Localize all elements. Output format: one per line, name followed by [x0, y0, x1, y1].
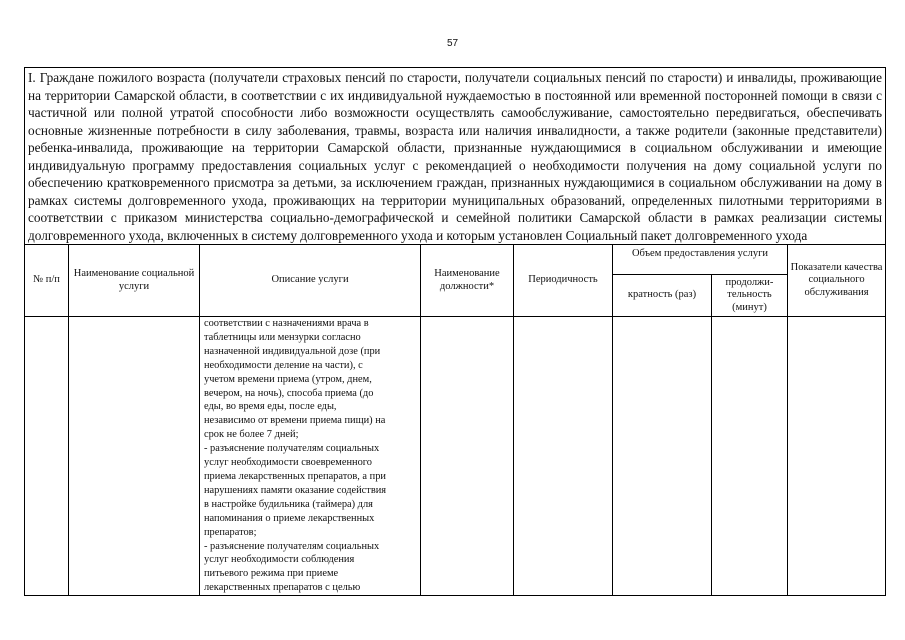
- cell-service-name: [69, 317, 200, 596]
- cell-quality: [788, 317, 886, 596]
- description-line: в настройке будильника (таймера) для: [204, 498, 373, 510]
- header-volume: Объем предоставления услуги: [613, 245, 788, 275]
- header-position: Наименование должности*: [421, 245, 514, 317]
- description-line: услуг необходимости соблюдения: [204, 554, 355, 566]
- description-line: необходимости деление на части), с: [204, 359, 363, 371]
- description-line: таблетницы или мензурки согласно: [204, 331, 361, 343]
- section-heading-row: [25, 68, 886, 245]
- description-line: соответствии с назначениями врача в: [204, 318, 369, 329]
- description-line: вечером, на ночь), способа приема (до: [204, 387, 374, 399]
- cell-position: [421, 317, 514, 596]
- description-line: учетом времени приема (утром, днем,: [204, 373, 372, 385]
- description-line: услуг необходимости своевременного: [204, 457, 372, 469]
- header-num: № п/п: [25, 245, 69, 317]
- cell-description: [200, 317, 421, 596]
- cell-num: [25, 317, 69, 596]
- services-table: [24, 67, 886, 596]
- table-row: [25, 317, 886, 596]
- section-heading: I. Граждане пожилого возраста (получатели страховых пенсий по старости, получатели социальных пенсий по старости) и инвалиды, проживающие на территории Самарской области, в соответствии с их индивидуальной нуждаемостью в постоянной или временной посторонней помощи в связи с частичной или полной утратой способности либо возможности осуществлять самообслуживание, самостоятельно передвигаться, обеспечивать основные жизненные потребности в силу заболевания, травмы, возраста или наличия инвалидности, а также родители (законные представители) ребенка-инвалида, проживающие на территории Самарской области, признанные нуждающимися в социальном обслуживании и имеющие индивидуальную программу предоставления социальных услуг с рекомендацией о необходимости получения на дому социальной услуги по обеспечению кратковременного присмотра за детьми, за исключением граждан, признанных нуждающимися в социальном обслуживании на дому в рамках системы долговременного ухода, проживающих на территории муниципальных образований, определенных пилотными территориями в соответствии с приказом министерства социально-демографической и семейной политики Самарской области в рамках реализации системы долговременного ухода, включенных в систему долговременного ухода и которым установлен Социальный пакет долговременного ухода: [25, 68, 886, 245]
- description-line: нарушениях памяти оказание содействия: [204, 484, 387, 496]
- cell-times: [613, 317, 712, 596]
- description-line: препаратов;: [204, 526, 257, 538]
- header-duration: продолжи-тельность (минут): [712, 275, 788, 317]
- description-line: назначенной индивидуальной дозе (при: [204, 345, 381, 357]
- description-line: срок не более 7 дней;: [204, 429, 299, 441]
- description-line: независимо от времени приема пищи) на: [204, 415, 386, 427]
- description-line: - разъяснение получателям социальных: [204, 540, 380, 552]
- header-periodicity: Периодичность: [514, 245, 613, 317]
- page-number: 57: [446, 38, 459, 49]
- header-times: кратность (раз): [613, 275, 712, 317]
- header-description: Описание услуги: [200, 245, 421, 317]
- description-line: лекарственных препаратов с целью: [204, 582, 361, 594]
- header-service-name: Наименование социальной услуги: [69, 245, 200, 317]
- description-line: напоминания о приеме лекарственных: [204, 512, 375, 524]
- description-line: питьевого режима при приеме: [204, 568, 339, 580]
- description-line: - разъяснение получателям социальных: [204, 443, 380, 455]
- header-row-1: [25, 245, 886, 275]
- description-line: еды, во время еды, после еды,: [204, 401, 337, 413]
- description-line: приема лекарственных препаратов, а при: [204, 470, 386, 482]
- description-text: [204, 317, 416, 595]
- cell-duration: [712, 317, 788, 596]
- cell-periodicity: [514, 317, 613, 596]
- header-quality: Показатели качества социального обслуживания: [788, 245, 886, 317]
